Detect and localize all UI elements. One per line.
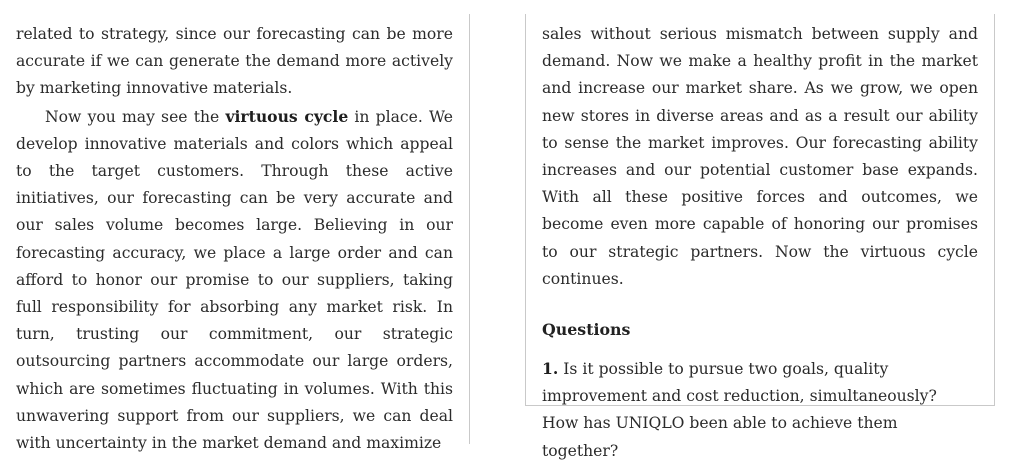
left-paragraph-continued: related to strategy, since our forecasting can be more accurate if we can generate the demand more actively by marketing innovative materials. [16, 25, 453, 98]
questions-heading: Questions [542, 320, 631, 340]
paragraph-body-text: in place. We develop innovative materials and colors which appeal to the target customers. Through these active initiatives, our forecasting can be very accurate and our sales volume becomes large. Believing in our forecasting accuracy, we place a large order and can afford to honor our promise to our suppliers, taking full responsibility for absorbing any market risk. In turn, trusting our commitment, our strategic outsourcing partners accommodate our large orders, which are sometimes fluctuating in volumes. With this unwavering support from our suppliers, we can deal with uncertainty in the market demand and maximize [16, 107, 453, 453]
virtuous-cycle-term: virtuous cycle [225, 106, 349, 126]
paragraph-intro-text: Now you may see the [45, 107, 226, 126]
question-1-text: Is it possible to pursue two goals, quality improvement and cost reduction, simultaneously? How has UNIQLO been able to achieve them together? [542, 360, 937, 460]
left-page [0, 14, 470, 453]
question-1 [542, 355, 978, 465]
question-1-number: 1. [542, 359, 559, 379]
right-page [525, 14, 995, 460]
virtuous-cycle-paragraph [16, 103, 453, 458]
right-paragraph-continued: sales without serious mismatch between supply and demand. Now we make a healthy profit in the market and increase our market share. As we grow, we open new stores in diverse areas and as a result our ability to sense the market improves. Our forecasting ability increases and our potential customer base expands. With all these positive forces and outcomes, we become even more capable of honoring our promises to our strategic partners. Now the virtuous cycle continues. [542, 25, 978, 288]
